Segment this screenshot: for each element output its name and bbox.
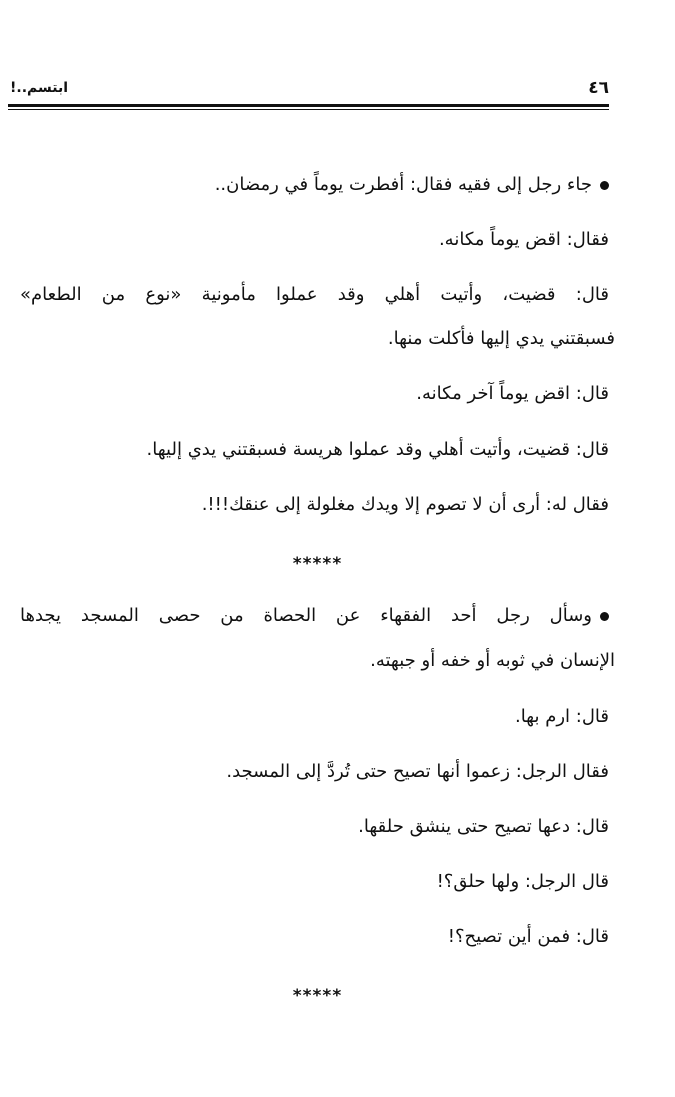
- section2-line-4: فقال الرجل: زعموا أنها تصيح حتى تُردَّ إلى المسجد.: [226, 761, 609, 782]
- page-number: ٤٦: [588, 78, 609, 98]
- section2-line-2: الإنسان في ثوبه أو خفه أو جبهته.: [370, 650, 615, 671]
- bullet-icon: [600, 181, 609, 190]
- header-rule-thin: [8, 109, 609, 110]
- section2-line-6: قال الرجل: ولها حلق؟!: [436, 871, 609, 892]
- bullet-icon: [600, 612, 609, 621]
- section1-line-5: قال: اقض يوماً آخر مكانه.: [416, 383, 609, 404]
- section2-paragraph-1: [20, 603, 609, 629]
- section2-line-1: وسأل رجل أحد الفقهاء عن الحصاة من حصى المسجد يجدها: [20, 605, 592, 626]
- section1-line-1: جاء رجل إلى فقيه فقال: أفطرت يوماً في رمضان..: [214, 174, 592, 195]
- section1-line-6: قال: قضيت، وأتيت أهلي وقد عملوا هريسة فسبقتني يدي إليها.: [146, 439, 609, 460]
- section1-line-2: فقال: اقض يوماً مكانه.: [438, 229, 609, 250]
- section1-line-7: فقال له: أرى أن لا تصوم إلا ويدك مغلولة إلى عنقك!!!.: [201, 494, 609, 515]
- header-rule-thick: [8, 104, 609, 107]
- running-title: ابتسم..!: [10, 80, 69, 96]
- section2-line-7: قال: فمن أين تصيح؟!: [447, 926, 609, 947]
- page-header: [10, 78, 609, 102]
- section1-line-4: فسبقتني يدي إليها فأكلت منها.: [387, 328, 615, 349]
- section1-paragraph-1: [215, 172, 609, 198]
- separator-1: *****: [292, 554, 343, 574]
- section2-line-5: قال: دعها تصيح حتى ينشق حلقها.: [358, 816, 609, 837]
- section2-line-3: قال: ارم بها.: [514, 706, 609, 727]
- separator-2: *****: [292, 986, 343, 1006]
- section1-line-3: قال: قضيت، وأتيت أهلي وقد عملوا مأمونية «نوع من الطعام»: [20, 284, 609, 305]
